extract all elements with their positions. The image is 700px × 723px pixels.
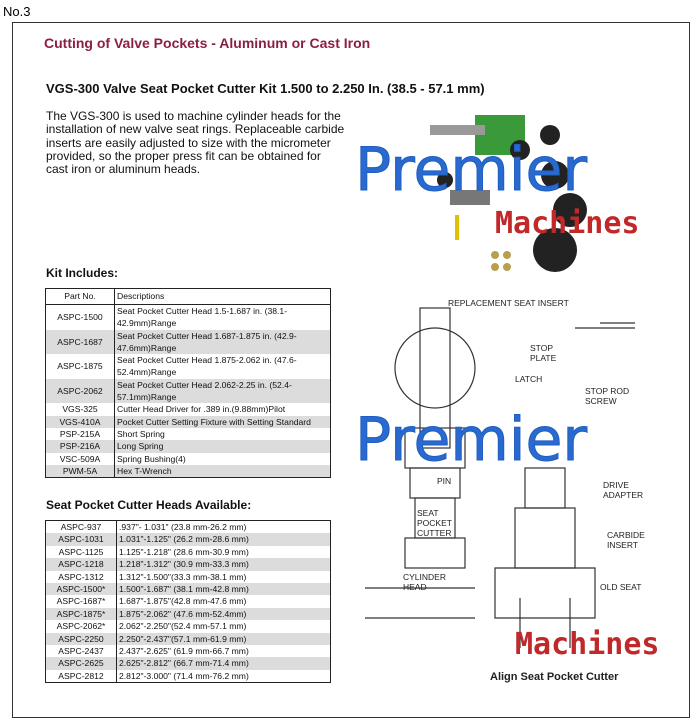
part-cell: ASPC-1687* <box>46 595 117 607</box>
table-row <box>46 403 331 415</box>
part-cell: ASPC-2625 <box>46 657 117 669</box>
diagram-caption: Align Seat Pocket Cutter <box>490 671 619 683</box>
watermark-premier: Premier <box>355 405 588 475</box>
table-row <box>46 533 331 545</box>
part-cell: ASPC-1687 <box>46 330 115 355</box>
watermark-premier: Premier <box>355 135 588 205</box>
heads-heading: Seat Pocket Cutter Heads Available: <box>46 498 252 512</box>
table-row <box>46 633 331 645</box>
desc-cell: Pocket Cutter Setting Fixture with Setting Standard <box>117 416 311 427</box>
col-part: Part No. <box>46 289 115 305</box>
desc-cell: Hex T-Wrench <box>117 465 172 476</box>
part-cell: ASPC-2250 <box>46 633 117 645</box>
table-row <box>46 657 331 669</box>
desc-cell: Spring Bushing(4) <box>117 453 186 464</box>
part-cell: PSP-215A <box>46 428 115 440</box>
table-row <box>46 645 331 657</box>
desc-cell: 1.500"-1.687" (38.1 mm-42.8 mm) <box>119 584 249 595</box>
part-cell: ASPC-2062* <box>46 620 117 632</box>
label-pin: PIN <box>437 476 452 486</box>
table-row <box>46 305 331 330</box>
col-desc: Descriptions <box>115 289 331 305</box>
product-subtitle: VGS-300 Valve Seat Pocket Cutter Kit 1.500 to 2.250 In. (38.5 - 57.1 mm) <box>46 81 485 96</box>
desc-cell: 2.625"-2.812" (66.7 mm-71.4 mm) <box>119 658 249 669</box>
desc-cell: Long Spring <box>117 441 164 452</box>
label-stop-plate: STOP PLATE <box>530 343 557 363</box>
desc-cell: 1.875"-2.062" (47.6 mm-52.4mm) <box>119 608 247 619</box>
part-cell: ASPC-1500 <box>46 305 115 330</box>
desc-cell: 1.031"-1.125" (26.2 mm-28.6 mm) <box>119 534 249 545</box>
desc-cell: .937"- 1.031" (23.8 mm-26.2 mm) <box>119 522 247 532</box>
desc-cell: Seat Pocket Cutter Head 1.687-1.875 in. (42.9-47.6mm)Range <box>117 330 297 353</box>
table-row <box>46 354 331 379</box>
part-cell: PSP-216A <box>46 440 115 452</box>
desc-cell: 1.218"-1.312" (30.9 mm-33.3 mm) <box>119 559 249 570</box>
heads-table <box>45 520 331 683</box>
desc-cell: 2.437"-2.625" (61.9 mm-66.7 mm) <box>119 646 249 657</box>
intro-paragraph: The VGS-300 is used to machine cylinder heads for the installation of new valve seat rings. Replaceable carbide inserts are easily adjusted to size with the micrometer provided, so the proper press fit can be obtained for cast iron or aluminum heads. <box>46 109 345 177</box>
desc-cell: 2.062"-2.250"(52.4 mm-57.1 mm) <box>119 621 247 632</box>
part-cell: ASPC-1031 <box>46 533 117 545</box>
table-row <box>46 608 331 620</box>
kit-table <box>45 288 331 478</box>
part-cell: PWM-5A <box>46 465 115 478</box>
label-replacement-seat-insert: REPLACEMENT SEAT INSERT <box>448 298 569 308</box>
desc-cell: 2.812"-3.000" (71.4 mm-76.2 mm) <box>119 670 249 681</box>
watermark-machines: Machines <box>495 206 640 241</box>
desc-cell: Seat Pocket Cutter Head 1.5-1.687 in. (38.1-42.9mm)Range <box>117 306 288 329</box>
part-cell: ASPC-1500* <box>46 583 117 595</box>
table-row <box>46 453 331 465</box>
label-seat-pocket-cutter: SEAT POCKET CUTTER <box>417 508 452 538</box>
label-cylinder-head: CYLINDER HEAD <box>403 572 446 592</box>
part-cell: VGS-325 <box>46 403 115 415</box>
table-row <box>46 521 331 534</box>
table-row <box>46 620 331 632</box>
table-row <box>46 379 331 404</box>
table-row <box>46 558 331 570</box>
table-row <box>46 330 331 355</box>
part-cell: ASPC-2062 <box>46 379 115 404</box>
desc-cell: Short Spring <box>117 428 165 439</box>
table-row <box>46 428 331 440</box>
part-cell: ASPC-2812 <box>46 670 117 683</box>
desc-cell: Cutter Head Driver for .389 in.(9.88mm)Pilot <box>117 404 286 415</box>
table-row <box>46 583 331 595</box>
table-row <box>46 465 331 478</box>
table-row <box>46 416 331 428</box>
desc-cell: Seat Pocket Cutter Head 1.875-2.062 in. (47.6-52.4mm)Range <box>117 355 297 378</box>
kit-heading: Kit Includes: <box>46 266 119 280</box>
part-cell: ASPC-1875* <box>46 608 117 620</box>
part-cell: ASPC-2437 <box>46 645 117 657</box>
part-cell: ASPC-1875 <box>46 354 115 379</box>
part-cell: VSC-509A <box>46 453 115 465</box>
table-row <box>46 571 331 583</box>
watermark-machines: Machines <box>515 627 660 662</box>
part-cell: ASPC-1312 <box>46 571 117 583</box>
table-row <box>46 546 331 558</box>
table-row <box>46 670 331 683</box>
label-stop-rod-screw: STOP ROD SCREW <box>585 386 630 406</box>
desc-cell: 1.312"-1.500"(33.3 mm-38.1 mm) <box>119 571 247 582</box>
table-row <box>46 440 331 452</box>
label-old-seat: OLD SEAT <box>600 582 642 592</box>
page-title: Cutting of Valve Pockets - Aluminum or Cast Iron <box>44 35 371 51</box>
label-latch: LATCH <box>515 374 543 384</box>
label-drive-adapter: DRIVE ADAPTER <box>603 480 644 500</box>
desc-cell: Seat Pocket Cutter Head 2.062-2.25 in. (52.4-57.1mm)Range <box>117 379 292 403</box>
part-cell: VGS-410A <box>46 416 115 428</box>
part-cell: ASPC-937 <box>46 521 117 534</box>
desc-cell: 1.125"-1.218" (28.6 mm-30.9 mm) <box>119 546 249 557</box>
table-row <box>46 595 331 607</box>
cutter-diagram <box>345 288 700 698</box>
part-cell: ASPC-1218 <box>46 558 117 570</box>
product-photo <box>345 95 690 285</box>
part-cell: ASPC-1125 <box>46 546 117 558</box>
desc-cell: 1.687"-1.875"(42.8 mm-47.6 mm) <box>119 596 247 607</box>
page-number: No.3 <box>3 4 31 19</box>
label-carbide-insert: CARBIDE INSERT <box>607 530 645 550</box>
desc-cell: 2.250"-2.437"(57.1 mm-61.9 mm) <box>119 633 247 644</box>
